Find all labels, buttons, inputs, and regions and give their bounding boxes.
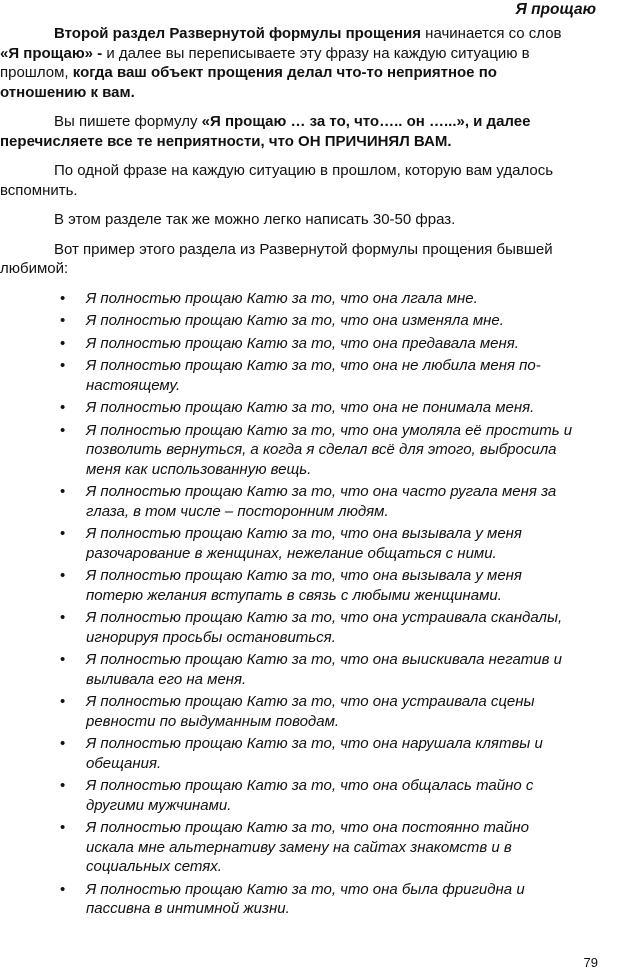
bullet-icon: • xyxy=(60,399,66,416)
list-item xyxy=(0,482,582,521)
list-item-text: Я полностью прощаю Катю за то, что она выискивала негатив и выливала его на меня. xyxy=(86,651,562,688)
list-item xyxy=(0,421,582,480)
bullet-icon: • xyxy=(60,289,66,307)
bullet-icon: • xyxy=(60,334,66,352)
bullet-icon: • xyxy=(60,421,66,439)
text-run: и далее вы переписываете эту фразу на каждую ситуацию в прошлом, xyxy=(0,44,530,81)
list-item-text: Я полностью прощаю Катю за то, что она не понимала меня. xyxy=(86,399,535,416)
bullet-icon: • xyxy=(60,651,66,668)
list-item xyxy=(0,608,582,647)
bullet-icon: • xyxy=(60,525,66,542)
list-item xyxy=(0,776,582,815)
list-item-text: Я полностью прощаю Катю за то, что она вызывала у меня разочарование в женщинах, нежелание общаться с ними. xyxy=(86,525,522,562)
list-item xyxy=(0,566,582,605)
running-header: Я прощаю xyxy=(515,1,596,18)
list-item xyxy=(0,650,582,689)
bullet-icon: • xyxy=(60,312,66,329)
list-item-text: Я полностью прощаю Катю за то, что она была фригидна и пассивна в интимной жизни. xyxy=(86,880,525,917)
list-item xyxy=(0,311,582,331)
list-item-text: Я полностью прощаю Катю за то, что она постоянно тайно искала мне альтернативу замену на сайтах знакомств и в социальных сетях. xyxy=(86,819,529,875)
bullet-icon: • xyxy=(60,880,66,898)
bold-text-run: когда ваш объект прощения делал что-то неприятное по отношению к вам. xyxy=(0,64,497,101)
list-item-text: Я полностью прощаю Катю за то, что она вызывала у меня потерю желания вступать в связь с любыми женщинами. xyxy=(86,567,522,604)
list-item-text: Я полностью прощаю Катю за то, что она не любила меня по-настоящему. xyxy=(86,357,541,394)
paragraph xyxy=(0,24,582,102)
list-item-text: Я полностью прощаю Катю за то, что она устраивала скандалы, игнорируя просьбы остановиться. xyxy=(86,609,563,646)
bullet-icon: • xyxy=(60,609,66,626)
list-item-text: Я полностью прощаю Катю за то, что она предавала меня. xyxy=(86,334,519,352)
list-item xyxy=(0,356,582,395)
paragraph xyxy=(0,240,582,279)
bullet-icon: • xyxy=(60,819,66,836)
bullet-icon: • xyxy=(60,735,66,752)
text-run: Вы пишете формулу xyxy=(54,113,202,130)
bullet-icon: • xyxy=(60,483,66,500)
list-item xyxy=(0,289,582,309)
text-run: В этом разделе так же можно легко написать 30-50 фраз. xyxy=(54,211,456,228)
text-run: Вот пример этого раздела из Развернутой формулы прощения бывшей любимой: xyxy=(0,240,553,277)
bold-text-run: «Я прощаю … за то, что….. он …...», и далее перечисляете все те неприятности, что ОН ПРИЧИНЯЛ ВАМ. xyxy=(0,113,531,150)
bold-text-run: «Я прощаю» - xyxy=(0,44,103,62)
bold-text-run: Второй раздел Развернутой формулы прощения xyxy=(54,25,421,42)
list-item xyxy=(0,818,582,877)
forgiveness-list xyxy=(0,289,582,919)
list-item xyxy=(0,734,582,773)
bullet-icon: • xyxy=(60,777,66,794)
list-item-text: Я полностью прощаю Катю за то, что она нарушала клятвы и обещания. xyxy=(86,735,543,772)
text-run: начинается со слов xyxy=(421,25,562,42)
list-item xyxy=(0,334,582,354)
list-item-text: Я полностью прощаю Катю за то, что она общалась тайно с другими мужчинами. xyxy=(86,777,534,814)
list-item-text: Я полностью прощаю Катю за то, что она лгала мне. xyxy=(86,289,478,307)
bullet-icon: • xyxy=(60,567,66,584)
bullet-icon: • xyxy=(60,357,66,374)
list-item-text: Я полностью прощаю Катю за то, что она часто ругала меня за глаза, в том числе – посторонним людям. xyxy=(86,483,557,520)
bullet-icon: • xyxy=(60,693,66,710)
page-content xyxy=(0,24,582,922)
list-item-text: Я полностью прощаю Катю за то, что она устраивала сцены ревности по выдуманным поводам. xyxy=(86,693,535,730)
list-item xyxy=(0,398,582,418)
page-number: 79 xyxy=(583,955,598,970)
list-item xyxy=(0,880,582,919)
intro-paragraphs xyxy=(0,24,582,279)
list-item-text: Я полностью прощаю Катю за то, что она умоляла её простить и позволить вернуться, а когда я сделал всё для этого, выбросила меня как использованную вещь. xyxy=(86,421,573,478)
list-item-text: Я полностью прощаю Катю за то, что она изменяла мне. xyxy=(86,312,504,329)
paragraph xyxy=(0,112,582,151)
text-run: По одной фразе на каждую ситуацию в прошлом, которую вам удалось вспомнить. xyxy=(0,162,554,199)
paragraph xyxy=(0,210,582,230)
paragraph xyxy=(0,161,582,200)
list-item xyxy=(0,524,582,563)
list-item xyxy=(0,692,582,731)
